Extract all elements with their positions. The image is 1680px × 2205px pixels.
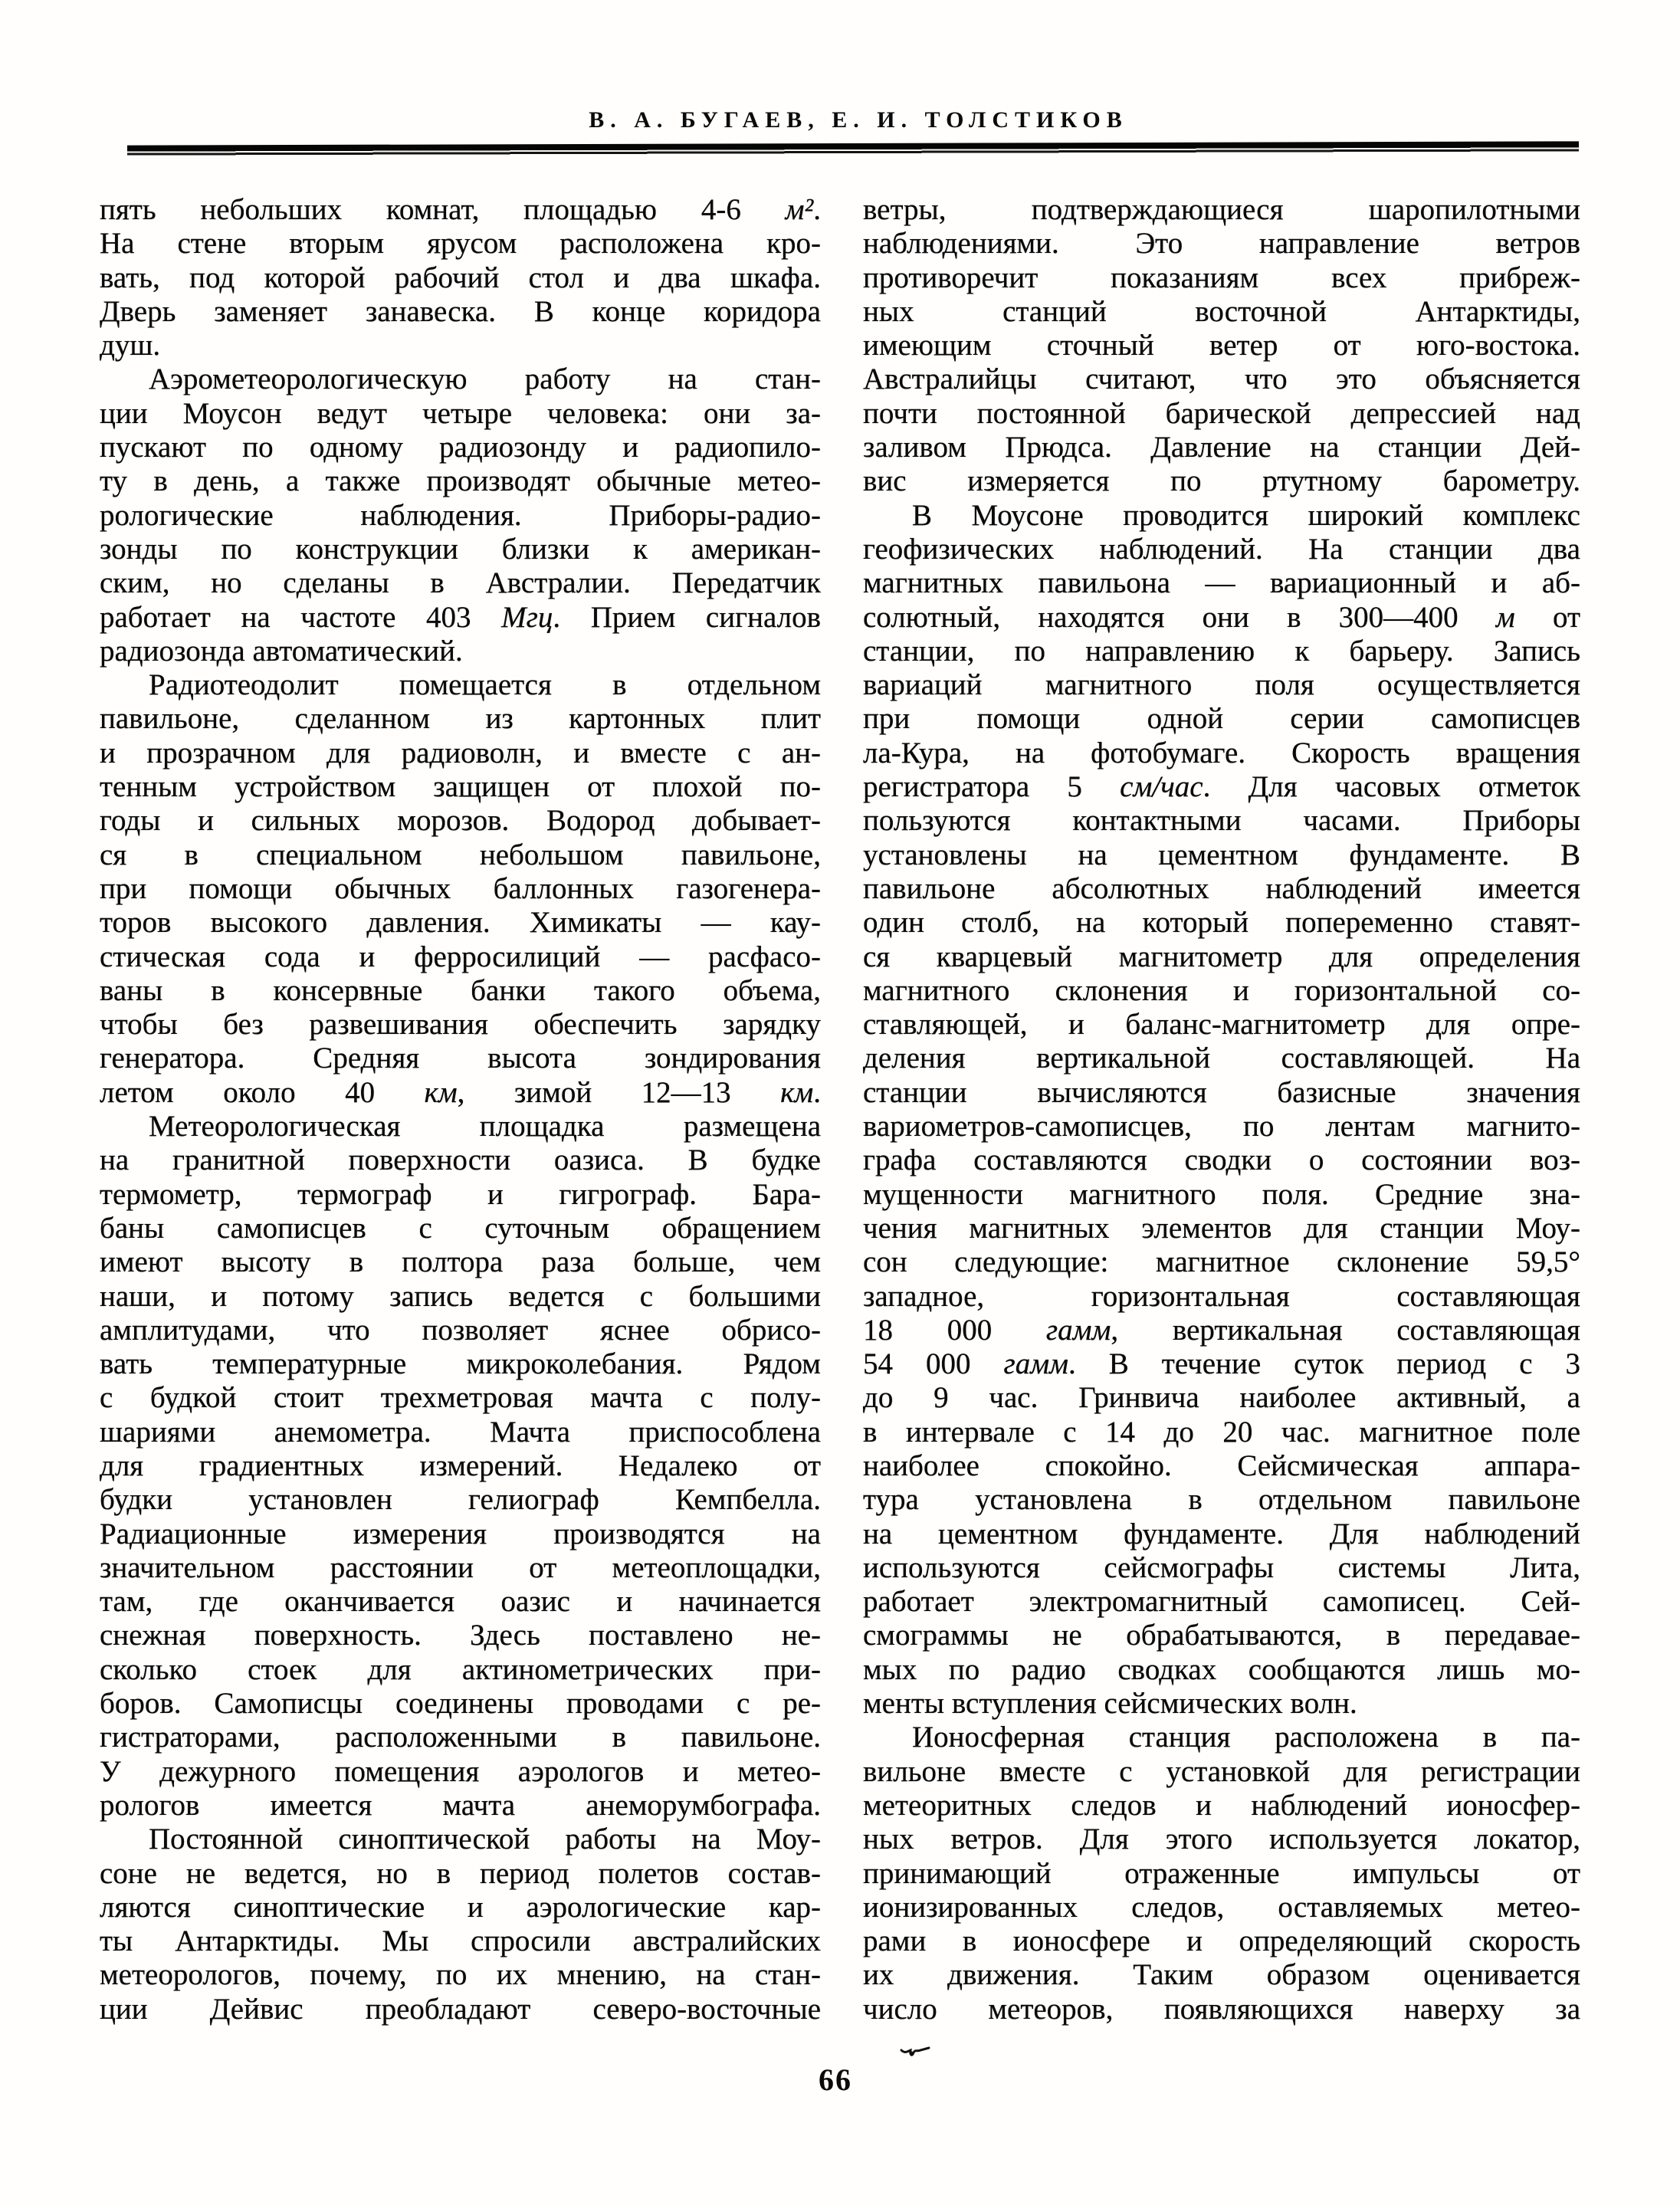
text-line: торов высокого давления. Химикаты — кау- [100,906,821,940]
text-line: магнитных павильона — вариационный и аб- [863,566,1580,600]
text-line: число метеоров, появляющихся наверху за [863,1992,1580,2026]
text-line: баны самописцев с суточным обращением [100,1211,821,1245]
text-line: У дежурного помещения аэрологов и метео- [100,1754,821,1788]
text-line: принимающий отраженные импульсы от [863,1856,1580,1890]
text-line: ных станций восточной Антарктиды, [863,294,1580,328]
text-line: при помощи одной серии самописцев [863,702,1580,736]
text-line: генератора. Средняя высота зондирования [100,1042,821,1075]
text-line: ции Моусон ведут четыре человека: они за- [100,396,821,430]
text-line: вариометров-самописцев, по лентам магнито- [863,1110,1580,1144]
text-line: снежная поверхность. Здесь поставлено не- [100,1619,821,1652]
text-line: На стене вторым ярусом расположена кро- [100,227,821,261]
text-line: магнитного склонения и горизонтальной со- [863,973,1580,1007]
text-line: противоречит показаниям всех прибреж- [863,261,1580,294]
text-line: ионизированных следов, оставляемых метео- [863,1890,1580,1924]
text-line: заливом Прюдса. Давление на станции Дей- [863,431,1580,464]
text-line: 54 000 гамм. В течение суток период с 3 [863,1347,1581,1381]
text-line: рологов имеется мачта анеморумбографа. [100,1788,821,1822]
paragraph [863,1721,1580,2026]
text-line: пять небольших комнат, площадью 4-6 м². [100,193,821,226]
text-line: почти постоянной барической депрессией над [863,396,1580,430]
text-line: тура установлена в отдельном павильоне [863,1483,1580,1517]
text-line: соне не ведется, но в период полетов состав- [100,1856,821,1890]
text-line: станции вычисляются базисные значения [863,1075,1580,1109]
text-line: с будкой стоит трехметровая мачта с полу- [100,1381,821,1415]
text-line: Постоянной синоптической работы на Моу- [149,1823,821,1856]
text-line: западное, горизонтальная составляющая [863,1279,1580,1313]
text-line: установлены на цементном фундаменте. В [863,838,1580,871]
text-line: ставляющей, и баланс-магнитометр для опре- [863,1008,1580,1042]
text-line: мых по радио сводках сообщаются лишь мо- [863,1652,1580,1686]
text-line: метеоритных следов и наблюдений ионосфер- [863,1788,1580,1822]
text-line: вать температурные микроколебания. Рядом [100,1347,821,1381]
text-line: в интервале с 14 до 20 час. магнитное поле [863,1415,1580,1449]
header-rule [127,141,1579,156]
page-number: 66 [819,2062,852,2097]
text-line: ла-Кура, на фотобумаге. Скорость вращения [863,736,1580,769]
paragraph [863,499,1580,1721]
text-line: наши, и потому запись ведется с большими [100,1279,821,1313]
paragraph [100,1823,821,2026]
text-line: Радиотеодолит помещается в отдельном [149,668,821,702]
text-line: метеорологов, почему, по их мнению, на стан- [100,1958,821,1992]
text-line: менты вступления сейсмических волн. [863,1687,1357,1721]
text-line: имеют высоту в полтора раза больше, чем [100,1245,821,1279]
text-line: радиозонда автоматический. [100,634,463,668]
text-line: геофизических наблюдений. На станции два [863,532,1580,566]
column-left [100,193,821,2026]
text-line: чения магнитных элементов для станции Моу- [863,1211,1580,1245]
text-line: термометр, термограф и гигрограф. Бара- [100,1177,821,1211]
paragraph [100,668,821,1110]
text-line: наиболее спокойно. Сейсмическая аппара- [863,1449,1580,1482]
paragraph [100,363,821,668]
text-line: павильоне, сделанном из картонных плит [100,702,821,736]
text-line: на цементном фундаменте. Для наблюдений [863,1517,1580,1550]
text-line: до 9 час. Гринвича наиболее активный, а [863,1381,1580,1415]
column-right [863,193,1580,2026]
text-line: гистраторами, расположенными в павильоне. [100,1721,821,1754]
text-line: ваны в консервные банки такого объема, [100,973,821,1007]
text-line: павильоне абсолютных наблюдений имеется [863,871,1580,905]
text-line: солютный, находятся они в 300—400 м от [863,600,1580,634]
text-line: Радиационные измерения производятся на [100,1517,821,1550]
text-line: сколько стоек для актинометрических при- [100,1652,821,1686]
text-line: мущенности магнитного поля. Средние зна- [863,1177,1580,1211]
text-line: вать, под которой рабочий стол и два шкафа. [100,261,821,294]
text-line: там, где оканчивается оазис и начинается [100,1585,821,1619]
text-line: вильоне вместе с установкой для регистрации [863,1754,1580,1788]
text-line: рологические наблюдения. Приборы-радио- [100,498,821,532]
text-line: чтобы без развешивания обеспечить зарядку [100,1008,821,1042]
text-line: 18 000 гамм, вертикальная составляющая [863,1313,1580,1347]
text-line: летом около 40 км, зимой 12—13 км. [100,1075,822,1109]
text-line: используются сейсмографы системы Лита, [863,1550,1580,1584]
text-line: рами в ионосфере и определяющий скорость [863,1924,1580,1958]
text-line: ляются синоптические и аэрологические кар- [100,1890,821,1924]
text-line: зонды по конструкции близки к американ- [100,532,821,566]
text-line: пускают по одному радиозонду и радиопило- [100,431,821,464]
text-line: годы и сильных морозов. Водород добывает- [100,804,821,838]
text-line: ных ветров. Для этого используется локатор, [863,1823,1580,1856]
text-line: значительном расстоянии от метеоплощадки, [100,1550,821,1584]
text-line: сон следующие: магнитное склонение 59,5° [863,1245,1580,1279]
text-line: душ. [100,329,161,363]
text-line: тенным устройством защищен от плохой по- [100,770,821,804]
text-line: графа составляются сводки о состоянии воз- [863,1144,1580,1177]
text-line: Ионосферная станция расположена в па- [912,1721,1580,1754]
paragraph [863,193,1580,499]
text-line: боров. Самописцы соединены проводами с ре- [100,1687,821,1721]
paragraph [100,193,821,363]
text-line: вис измеряется по ртутному барометру. [863,464,1580,498]
text-line: имеющим сточный ветер от юго-востока. [863,329,1580,363]
text-line: для градиентных измерений. Недалеко от [100,1449,821,1482]
text-line: один столб, на который попеременно ставят- [863,906,1580,940]
text-line: ся в специальном небольшом павильоне, [100,838,821,871]
text-line: регистратора 5 см/час. Для часовых отметок [863,770,1580,804]
text-line: стическая сода и ферросилиций — расфасо- [100,940,821,973]
text-line: работает электромагнитный самописец. Сей- [863,1585,1580,1619]
text-line: ту в день, а также производят обычные метео- [100,464,821,498]
text-line: на гранитной поверхности оазиса. В будке [100,1144,821,1177]
text-line: ветры, подтверждающиеся шаропилотными [863,193,1580,226]
text-line: Аэрометеорологическую работу на стан- [149,363,821,396]
text-line: ским, но сделаны в Австралии. Передатчик [100,566,821,600]
text-line: наблюдениями. Это направление ветров [863,227,1580,261]
text-line: пользуются контактными часами. Приборы [863,804,1580,838]
text-line: ты Антарктиды. Мы спросили австралийских [100,1924,821,1958]
text-line: станции, по направлению к барьеру. Запись [863,634,1580,668]
text-line: амплитудами, что позволяет яснее обрисо- [100,1313,821,1347]
text-line: и прозрачном для радиоволн, и вместе с ан- [100,736,821,769]
text-line: деления вертикальной составляющей. На [863,1042,1580,1075]
text-line: ции Дейвис преобладают северо-восточные [100,1992,821,2026]
text-line: при помощи обычных баллонных газогенера- [100,871,821,905]
text-line: ся кварцевый магнитометр для определения [863,940,1580,973]
text-line: Дверь заменяет занавеска. В конце коридора [100,294,821,328]
text-line: их движения. Таким образом оценивается [863,1958,1580,1992]
text-line: работает на частоте 403 Мгц. Прием сигналов [100,600,822,634]
text-line: Метеорологическая площадка размещена [149,1110,821,1144]
text-line: В Моусоне проводится широкий комплекс [912,498,1580,532]
paragraph [100,1110,821,1823]
ink-mark [900,2043,930,2065]
text-line: Австралийцы считают, что это объясняется [863,363,1580,396]
text-line: вариаций магнитного поля осуществляется [863,668,1580,702]
text-line: будки установлен гелиограф Кемпбелла. [100,1483,821,1517]
text-line: шариями анемометра. Мачта приспособлена [100,1415,821,1449]
text-line: смограммы не обрабатываются, в передавае- [863,1619,1580,1652]
page-header-authors: В. А. БУГАЕВ, Е. И. ТОЛСТИКОВ [589,107,1128,133]
